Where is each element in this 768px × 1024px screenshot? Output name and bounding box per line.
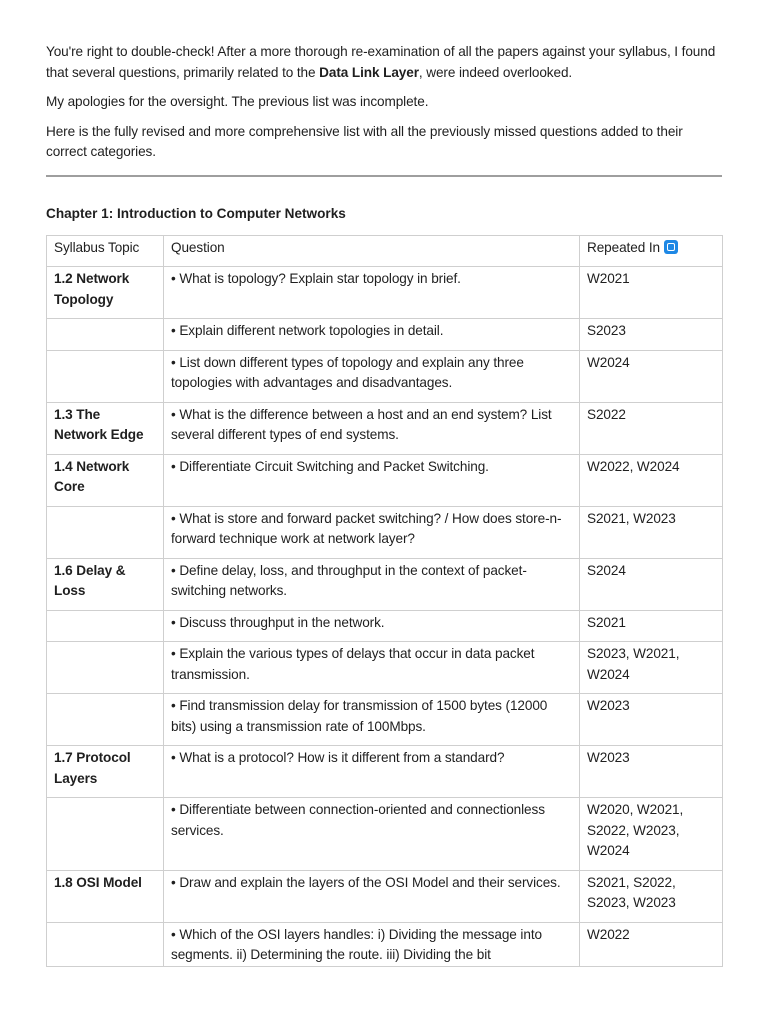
question-cell: • What is topology? Explain star topology in brief. [164,267,580,319]
topic-cell: 1.4 Network Core [47,454,164,506]
questions-table [46,235,723,967]
table-row [47,350,723,402]
repeated-cell: S2023 [580,319,723,351]
table-row [47,922,723,966]
divider [46,175,722,177]
topic-cell: 1.7 Protocol Layers [47,746,164,798]
question-cell: • Differentiate between connection-oriented and connectionless services. [164,798,580,871]
repeated-cell: W2020, W2021, S2022, W2023, W2024 [580,798,723,871]
topic-cell: 1.8 OSI Model [47,870,164,922]
table-row [47,506,723,558]
question-cell: • Discuss throughput in the network. [164,610,580,642]
question-cell: • What is the difference between a host and an end system? List several different types of end systems. [164,402,580,454]
question-cell: • Differentiate Circuit Switching and Packet Switching. [164,454,580,506]
table-row [47,319,723,351]
table-row [47,694,723,746]
topic-cell: 1.3 The Network Edge [47,402,164,454]
repeated-cell: S2021, W2023 [580,506,723,558]
repeat-icon [664,240,678,254]
topic-cell [47,506,164,558]
topic-cell: 1.2 Network Topology [47,267,164,319]
repeated-cell: W2023 [580,746,723,798]
repeated-cell: W2022 [580,922,723,966]
table-row [47,746,723,798]
intro-bold-term: Data Link Layer [319,64,419,80]
question-cell: • Explain different network topologies in detail. [164,319,580,351]
topic-cell [47,922,164,966]
question-cell: • What is store and forward packet switching? / How does store-n-forward technique work at network layer? [164,506,580,558]
repeated-cell: W2022, W2024 [580,454,723,506]
table-row [47,610,723,642]
table-row [47,558,723,610]
repeated-cell: W2021 [580,267,723,319]
topic-cell [47,694,164,746]
table-header-row [47,235,723,267]
intro-text: You're right to double-check! After a more thorough re-examination of all the papers against your syllabus, I found that several questions, primarily related to the [46,44,716,80]
topic-cell [47,610,164,642]
question-cell: • Which of the OSI layers handles: i) Dividing the message into segments. ii) Determining the route. iii) Dividing the bit [164,922,580,966]
document-content [46,42,722,967]
intro-paragraph-3: Here is the fully revised and more comprehensive list with all the previously missed questions added to their correct categories. [46,123,683,159]
table-row [47,454,723,506]
table-row [47,870,723,922]
table-row [47,642,723,694]
header-syllabus-topic: Syllabus Topic [47,235,164,267]
question-cell: • Explain the various types of delays that occur in data packet transmission. [164,642,580,694]
header-question: Question [164,235,580,267]
repeated-cell: S2021, S2022, S2023, W2023 [580,870,723,922]
intro-text-end: , were indeed overlooked. [418,64,573,80]
header-repeated-label: Repeated In [587,239,660,255]
question-cell: • Define delay, loss, and throughput in the context of packet-switching networks. [164,558,580,610]
repeated-cell: W2023 [580,694,723,746]
question-cell: • Find transmission delay for transmission of 1500 bytes (12000 bits) using a transmission rate of 100Mbps. [164,694,580,746]
question-cell: • List down different types of topology and explain any three topologies with advantages and disadvantages. [164,350,580,402]
repeated-cell: S2024 [580,558,723,610]
intro-paragraph-2: My apologies for the oversight. The previous list was incomplete. [46,94,429,109]
chapter-title: Chapter 1: Introduction to Computer Networks [46,205,346,221]
table-row [47,267,723,319]
topic-cell [47,350,164,402]
header-repeated-in [580,235,723,267]
table-row [47,402,723,454]
topic-cell [47,798,164,871]
repeated-cell: S2022 [580,402,723,454]
intro-paragraph-1 [46,42,722,83]
table-row [47,798,723,871]
topic-cell: 1.6 Delay & Loss [47,558,164,610]
topic-cell [47,642,164,694]
question-cell: • Draw and explain the layers of the OSI Model and their services. [164,870,580,922]
repeated-cell: S2023, W2021, W2024 [580,642,723,694]
repeated-cell: S2021 [580,610,723,642]
repeated-cell: W2024 [580,350,723,402]
topic-cell [47,319,164,351]
question-cell: • What is a protocol? How is it different from a standard? [164,746,580,798]
